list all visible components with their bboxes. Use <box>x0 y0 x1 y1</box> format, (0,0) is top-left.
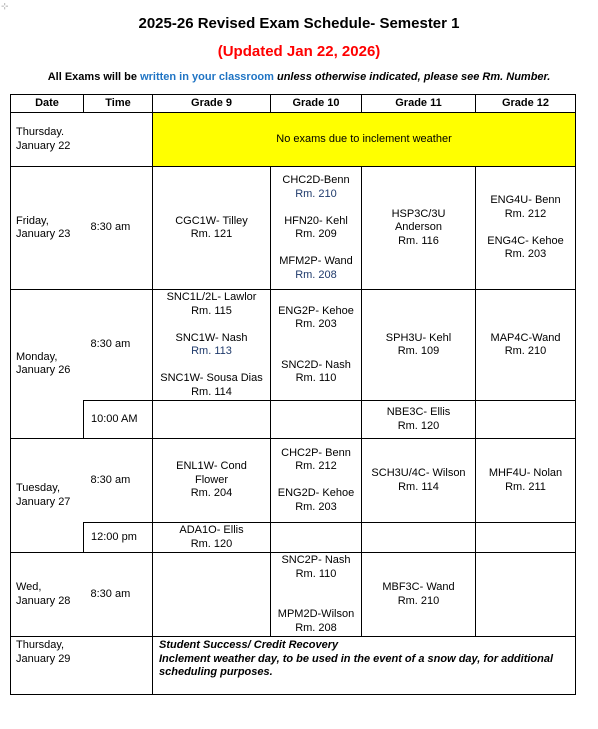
grade-9-exams: SNC1L/2L- Lawlor Rm. 115 SNC1W- Nash Rm. 113 SNC1W- Sousa Dias Rm. 114 <box>153 290 271 401</box>
time-cell <box>84 637 153 695</box>
time-cell: 12:00 pm <box>84 523 153 553</box>
table-row <box>11 113 576 167</box>
grade-10-exams: CHC2D-Benn Rm. 210 HFN20- Kehl Rm. 209 MFM2P- Wand Rm. 208 <box>271 167 362 290</box>
col-header-grade-11: Grade 11 <box>362 95 476 113</box>
grade-9-exams: CGC1W- Tilley Rm. 121 <box>153 167 271 290</box>
date-cell: Thursday. January 22 <box>11 113 84 167</box>
grade-11-exams: SPH3U- Kehl Rm. 109 <box>362 290 476 401</box>
grade-10-exams <box>271 523 362 553</box>
grade-11-exams: HSP3C/3U Anderson Rm. 116 <box>362 167 476 290</box>
date-cell: Wed, January 28 <box>11 553 84 637</box>
time-cell: 8:30 am <box>84 439 153 523</box>
exam-location-note <box>0 71 598 83</box>
table-row <box>11 523 576 553</box>
note-suffix: unless otherwise indicated, please see Rm. Number. <box>273 71 551 83</box>
table-row <box>11 167 576 290</box>
grade-10-exams: CHC2P- Benn Rm. 212 ENG2D- Kehoe Rm. 203 <box>271 439 362 523</box>
col-header-grade-9: Grade 9 <box>153 95 271 113</box>
update-date: (Updated Jan 22, 2026) <box>217 43 381 60</box>
date-cell: Monday, January 26 <box>11 290 84 439</box>
time-cell <box>84 113 153 167</box>
grade-11-exams: NBE3C- Ellis Rm. 120 <box>362 401 476 439</box>
grade-11-exams: MBF3C- Wand Rm. 210 <box>362 553 476 637</box>
col-header-grade-12: Grade 12 <box>476 95 576 113</box>
grade-9-exams: ENL1W- Cond Flower Rm. 204 <box>153 439 271 523</box>
grade-12-exams: MAP4C-Wand Rm. 210 <box>476 290 576 401</box>
time-cell: 8:30 am <box>84 167 153 290</box>
time-cell: 8:30 am <box>84 290 153 401</box>
table-row <box>11 290 576 401</box>
table-row <box>11 637 576 695</box>
time-cell: 8:30 am <box>84 553 153 637</box>
weather-cancel-banner: No exams due to inclement weather <box>153 113 576 167</box>
col-header-grade-10: Grade 10 <box>271 95 362 113</box>
page-title: 2025-26 Revised Exam Schedule- Semester 1 <box>138 15 460 32</box>
grade-9-exams: ADA1O- Ellis Rm. 120 <box>153 523 271 553</box>
grade-12-exams: MHF4U- Nolan Rm. 211 <box>476 439 576 523</box>
grade-12-exams <box>476 553 576 637</box>
table-row <box>11 439 576 523</box>
table-row <box>11 553 576 637</box>
grade-10-exams: ENG2P- Kehoe Rm. 203 SNC2D- Nash Rm. 110 <box>271 290 362 401</box>
exam-schedule-table <box>10 94 576 695</box>
table-row <box>11 401 576 439</box>
grade-9-exams <box>153 401 271 439</box>
grade-9-exams <box>153 553 271 637</box>
time-cell: 10:00 AM <box>84 401 153 439</box>
date-cell: Tuesday, January 27 <box>11 439 84 553</box>
grade-12-exams: ENG4U- Benn Rm. 212 ENG4C- Kehoe Rm. 203 <box>476 167 576 290</box>
note-prefix: All Exams will be <box>47 71 141 83</box>
student-success-note: Student Success/ Credit Recovery Inclement weather day, to be used in the event of a snow day, for additional scheduling purposes. <box>153 637 576 695</box>
grade-12-exams <box>476 523 576 553</box>
grade-12-exams <box>476 401 576 439</box>
table-header-row <box>11 95 576 113</box>
date-cell: Thursday, January 29 <box>11 637 84 695</box>
grade-10-exams: SNC2P- Nash Rm. 110 MPM2D-Wilson Rm. 208 <box>271 553 362 637</box>
col-header-date: Date <box>11 95 84 113</box>
grade-11-exams: SCH3U/4C- Wilson Rm. 114 <box>362 439 476 523</box>
anchor-icon: ⊹ <box>1 1 9 11</box>
grade-10-exams <box>271 401 362 439</box>
grade-11-exams <box>362 523 476 553</box>
note-link-text: written in your classroom <box>140 71 274 83</box>
date-cell: Friday, January 23 <box>11 167 84 290</box>
col-header-time: Time <box>84 95 153 113</box>
